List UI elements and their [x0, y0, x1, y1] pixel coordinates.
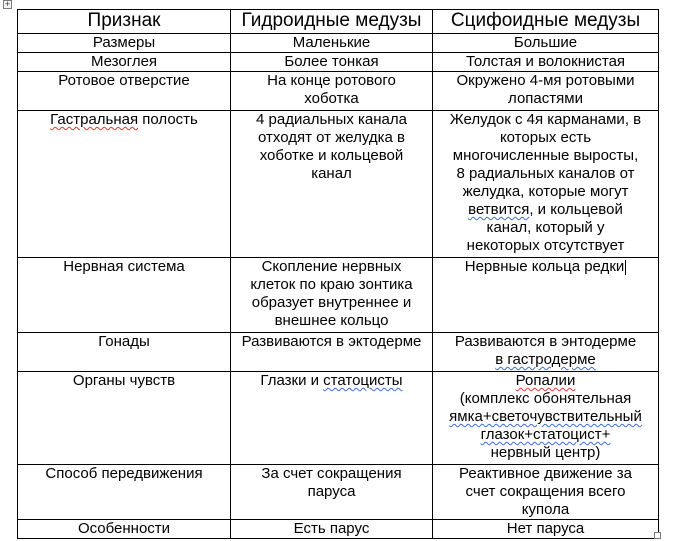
- line: (комплекс обонятельная: [459, 390, 632, 407]
- line: хоботке и кольцевой: [259, 147, 404, 164]
- line: многочисленные выросты,: [452, 147, 639, 164]
- line: лопастями: [508, 90, 583, 107]
- cell-scyphoid: Толстая и волокнистая: [433, 53, 659, 72]
- cell-hydroid: Более тонкая: [231, 53, 433, 72]
- table-row: [18, 111, 659, 258]
- table-row: [18, 520, 659, 539]
- cell-hydroid: [231, 72, 433, 111]
- line: которых есть: [499, 129, 592, 146]
- line: Желудок с 4я карманами, в: [449, 111, 642, 128]
- header-row: [18, 10, 659, 34]
- line: Скопление нервных: [261, 258, 402, 275]
- line: купола: [521, 501, 570, 518]
- table-row: [18, 72, 659, 111]
- table-resize-handle[interactable]: [654, 532, 661, 539]
- cell-feature: Гонады: [18, 333, 231, 372]
- cell-hydroid: Маленькие: [231, 34, 433, 53]
- cell-feature: Органы чувств: [18, 372, 231, 465]
- line: внешнее кольцо: [274, 312, 389, 329]
- line: На конце ротового: [267, 72, 396, 89]
- header-scyphoid: Сцифоидные медузы: [433, 10, 659, 34]
- cell-hydroid: [231, 111, 433, 258]
- line: глазок+статоцист+: [480, 426, 611, 443]
- line: ямка+светочувствительный: [449, 408, 642, 425]
- cell-scyphoid: [433, 333, 659, 372]
- line: Развиваются в энтодерме: [454, 333, 637, 350]
- cell-hydroid: [231, 465, 433, 520]
- line: канал: [311, 165, 352, 182]
- line: образует внутреннее и: [251, 294, 412, 311]
- table-row: [18, 372, 659, 465]
- cell-scyphoid: [433, 372, 659, 465]
- cell-hydroid: Есть парус: [231, 520, 433, 539]
- cell-feature: [18, 111, 231, 258]
- line: [436, 201, 655, 219]
- text: , и кольцевой: [529, 201, 623, 218]
- text: полость: [138, 111, 198, 128]
- cell-feature: Ротовое отверстие: [18, 72, 231, 111]
- line: За счет сокращения: [261, 465, 402, 482]
- table-move-handle[interactable]: +: [4, 0, 11, 9]
- cell-feature: Размеры: [18, 34, 231, 53]
- cell-hydroid: Развиваются в эктодерме: [231, 333, 433, 372]
- table-row: [18, 34, 659, 53]
- cell-scyphoid: [433, 111, 659, 258]
- cell-feature: Способ передвижения: [18, 465, 231, 520]
- header-hydroid: Гидроидные медузы: [231, 10, 433, 34]
- line: некоторых отсутствует: [466, 237, 625, 254]
- cell-scyphoid[interactable]: [433, 258, 659, 333]
- line: в гастродерме: [495, 351, 596, 368]
- spellcheck-word: Гастральная: [50, 111, 139, 128]
- header-feature: Признак: [18, 10, 231, 34]
- grammar-word: статоцисты: [323, 372, 403, 389]
- line: канал, который у: [486, 219, 605, 236]
- cell-feature: Нервная система: [18, 258, 231, 333]
- cell-scyphoid: Нет паруса: [433, 520, 659, 539]
- line: Окружено 4-мя ротовыми: [456, 72, 635, 89]
- cell-feature: Мезоглея: [18, 53, 231, 72]
- cell-scyphoid: [433, 72, 659, 111]
- line: 8 радиальных каналов от: [456, 165, 635, 182]
- text: Глазки и: [260, 372, 324, 389]
- table-row: [18, 333, 659, 372]
- line: отходят от желудка в: [258, 129, 405, 146]
- text: Нервные кольца редки: [464, 258, 625, 275]
- line: 4 радиальных канала: [256, 111, 407, 128]
- line: хоботка: [304, 90, 359, 107]
- cell-hydroid: [231, 372, 433, 465]
- text-cursor: [625, 260, 626, 275]
- line: нервный центр): [490, 444, 601, 461]
- line: Ропалии: [515, 372, 576, 389]
- line: Реактивное движение за: [459, 465, 632, 482]
- table-row: [18, 258, 659, 333]
- cell-scyphoid: [433, 465, 659, 520]
- comparison-table: [17, 9, 659, 539]
- cell-scyphoid: Большие: [433, 34, 659, 53]
- line: желудка, которые могут: [462, 183, 629, 200]
- cell-hydroid: [231, 258, 433, 333]
- table-row: [18, 53, 659, 72]
- grammar-word: ветвится: [468, 201, 530, 218]
- line: счет сокращения всего: [465, 483, 626, 500]
- line: клеток по краю зонтика: [250, 276, 413, 293]
- cell-feature: Особенности: [18, 520, 231, 539]
- table-row: [18, 465, 659, 520]
- line: паруса: [307, 483, 356, 500]
